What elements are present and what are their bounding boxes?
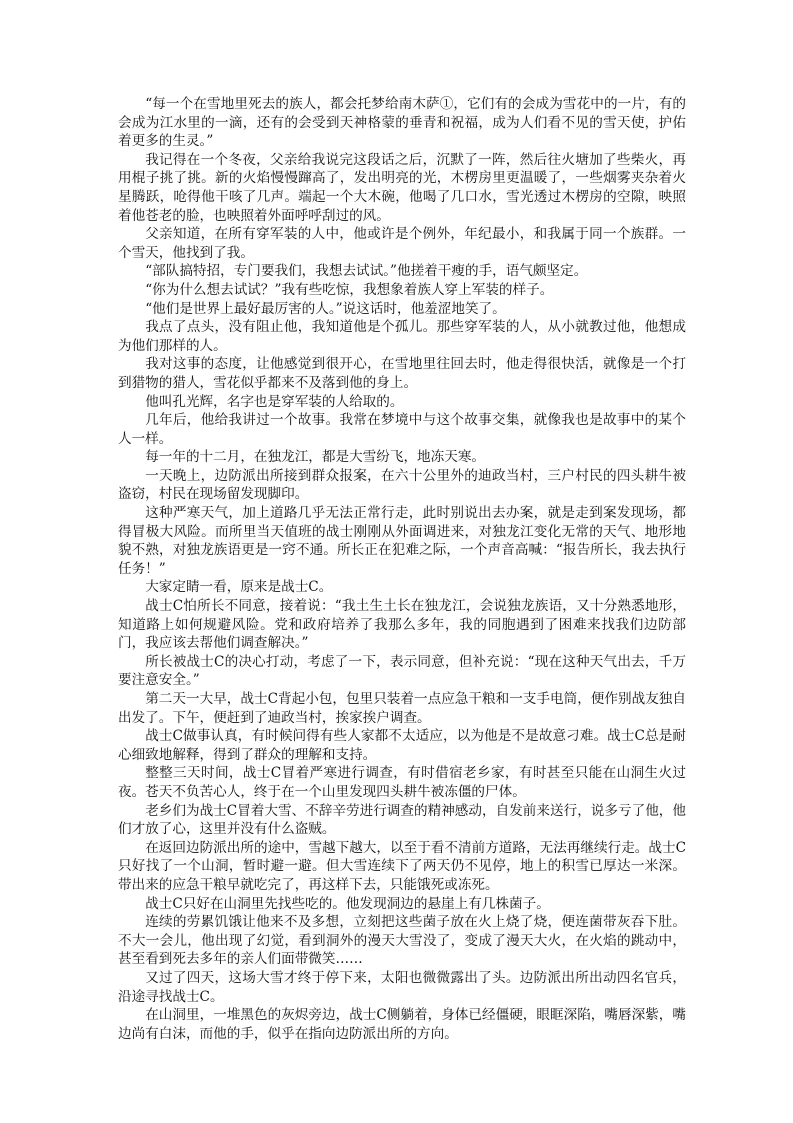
paragraph-20: 老乡们为战士C冒着大雪、不辞辛劳进行调查的精神感动，自发前来送行，说多亏了他，他们才放了心，这里并没有什么盗贼。 (118, 802, 686, 838)
paragraph-10: 几年后，他给我讲过一个故事。我常在梦境中与这个故事交集，就像我也是故事中的某个人一样。 (118, 412, 686, 447)
paragraph-3: 父亲知道，在所有穿军装的人中，他或许是个例外，年纪最小，和我属于同一个族群。一个雪天，他找到了我。 (118, 226, 686, 261)
paragraph-9: 他叫孔光辉，名字也是穿军装的人给取的。 (145, 393, 404, 410)
paragraph-14: 大家定睛一看，原来是战士C。 (145, 579, 333, 596)
paragraph-22: 战士C只好在山洞里先找些吃的。他发现洞边的悬崖上有几株菌子。 (145, 895, 550, 912)
paragraph-5: “你为什么想去试试？”我有些吃惊，我想象着族人穿上军装的样子。 (145, 281, 554, 298)
paragraph-11: 每一年的十二月，在独龙江，都是大雪纷飞，地冻天寒。 (145, 449, 486, 466)
paragraph-8: 我对这事的态度，让他感觉到很开心，在雪地里往回去时，他走得很快活，就像是一个打到猎物的猎人，雪花似乎都来不及落到他的身上。 (118, 356, 686, 391)
paragraph-19: 整整三天时间，战士C冒着严寒进行调查，有时借宿老乡家，有时甚至只能在山洞生火过夜。苍天不负苦心人，终于在一个山里发现四头耕牛被冻僵的尸体。 (118, 765, 686, 800)
paragraph-12: 一天晚上，边防派出所接到群众报案，在六十公里外的迪政当村，三户村民的四头耕牛被盗窃，村民在现场留发现脚印。 (118, 467, 686, 503)
paragraph-13: 这种严寒天气，加上道路几乎无法正常行走，此时别说出去办案，就是走到案发现场，都得冒极大风险。而所里当天值班的战士刚刚从外面调进来，对独龙江变化无常的天气、地形地貌不熟，对独龙族语更是一窍不通。所长正在犯难之际，一个声音高喊：“报告所长，我去执行任务！” (118, 505, 686, 577)
paragraph-7: 我点了点头，没有阻止他，我知道他是个孤儿。那些穿军装的人，从小就教过他，他想成为他们那样的人。 (118, 319, 686, 354)
paragraph-1: “每一个在雪地里死去的族人，都会托梦给南木萨①，它们有的会成为雪花中的一片，有的会成为江水里的一滴，还有的会受到天神格蒙的垂青和祝福，成为人们看不见的雪天使，护佑着更多的生灵。” (118, 96, 686, 150)
document-body (118, 95, 686, 1043)
paragraph-4: “部队搞特招，专门要我们，我想去试试。”他搓着干瘦的手，语气颇坚定。 (145, 263, 588, 280)
paragraph-6: “他们是世界上最好最厉害的人。”说这话时，他羞涩地笑了。 (145, 300, 506, 317)
paragraph-25: 在山洞里，一堆黑色的灰烬旁边，战士C侧躺着，身体已经僵硬，眼眶深陷，嘴唇深紫，嘴边尚有白沫，而他的手，似乎在指向边防派出所的方向。 (118, 1007, 686, 1042)
paragraph-2: 我记得在一个冬夜，父亲给我说完这段话之后，沉默了一阵，然后往火塘加了些柴火，再用棍子挑了挑。新的火焰慢慢蹿高了，发出明亮的光，木楞房里更温暖了，一些烟雾夹杂着火星腾跃，呛得他干咳了几声。端起一个大木碗，他喝了几口水，雪光透过木楞房的空隙，映照着他苍老的脸，也映照着外面呼呼刮过的风。 (118, 151, 686, 224)
paragraph-18: 战士C做事认真，有时候问得有些人家都不太适应，以为他是不是故意刁难。战士C总是耐心细致地解释，得到了群众的理解和支持。 (118, 728, 686, 763)
paragraph-15: 战士C怕所长不同意，接着说：“我土生土长在独龙江，会说独龙族语，又十分熟悉地形，知道路上如何规避风险。党和政府培养了我那么多年，我的同胞遇到了困难来找我们边防部门，我应该去帮他们调查解决。” (118, 598, 686, 652)
paragraph-24: 又过了四天，这场大雪才终于停下来，太阳也微微露出了头。边防派出所出动四名官兵，沿途寻找战士C。 (118, 969, 686, 1005)
paragraph-17: 第二天一大早，战士C背起小包，包里只装着一点应急干粮和一支手电筒，便作别战友独自出发了。下午，便赶到了迪政当村，挨家挨户调查。 (118, 691, 686, 726)
paragraph-23: 连续的劳累饥饿让他来不及多想，立刻把这些菌子放在火上烧了烧，便连菌带灰吞下肚。不大一会儿，他出现了幻觉，看到洞外的漫天大雪没了，变成了漫天大火，在火焰的跳动中，甚至看到死去多年的亲人们面带微笑…… (118, 914, 686, 968)
paragraph-16: 所长被战士C的决心打动，考虑了一下，表示同意，但补充说：“现在这种天气出去，千万要注意安全。” (118, 653, 686, 689)
paragraph-21: 在返回边防派出所的途中，雪越下越大，以至于看不清前方道路，无法再继续行走。战士C只好找了一个山洞，暂时避一避。但大雪连续下了两天仍不见停，地上的积雪已厚达一米深。带出来的应急干粮早就吃完了，再这样下去，只能饿死或冻死。 (118, 839, 686, 893)
